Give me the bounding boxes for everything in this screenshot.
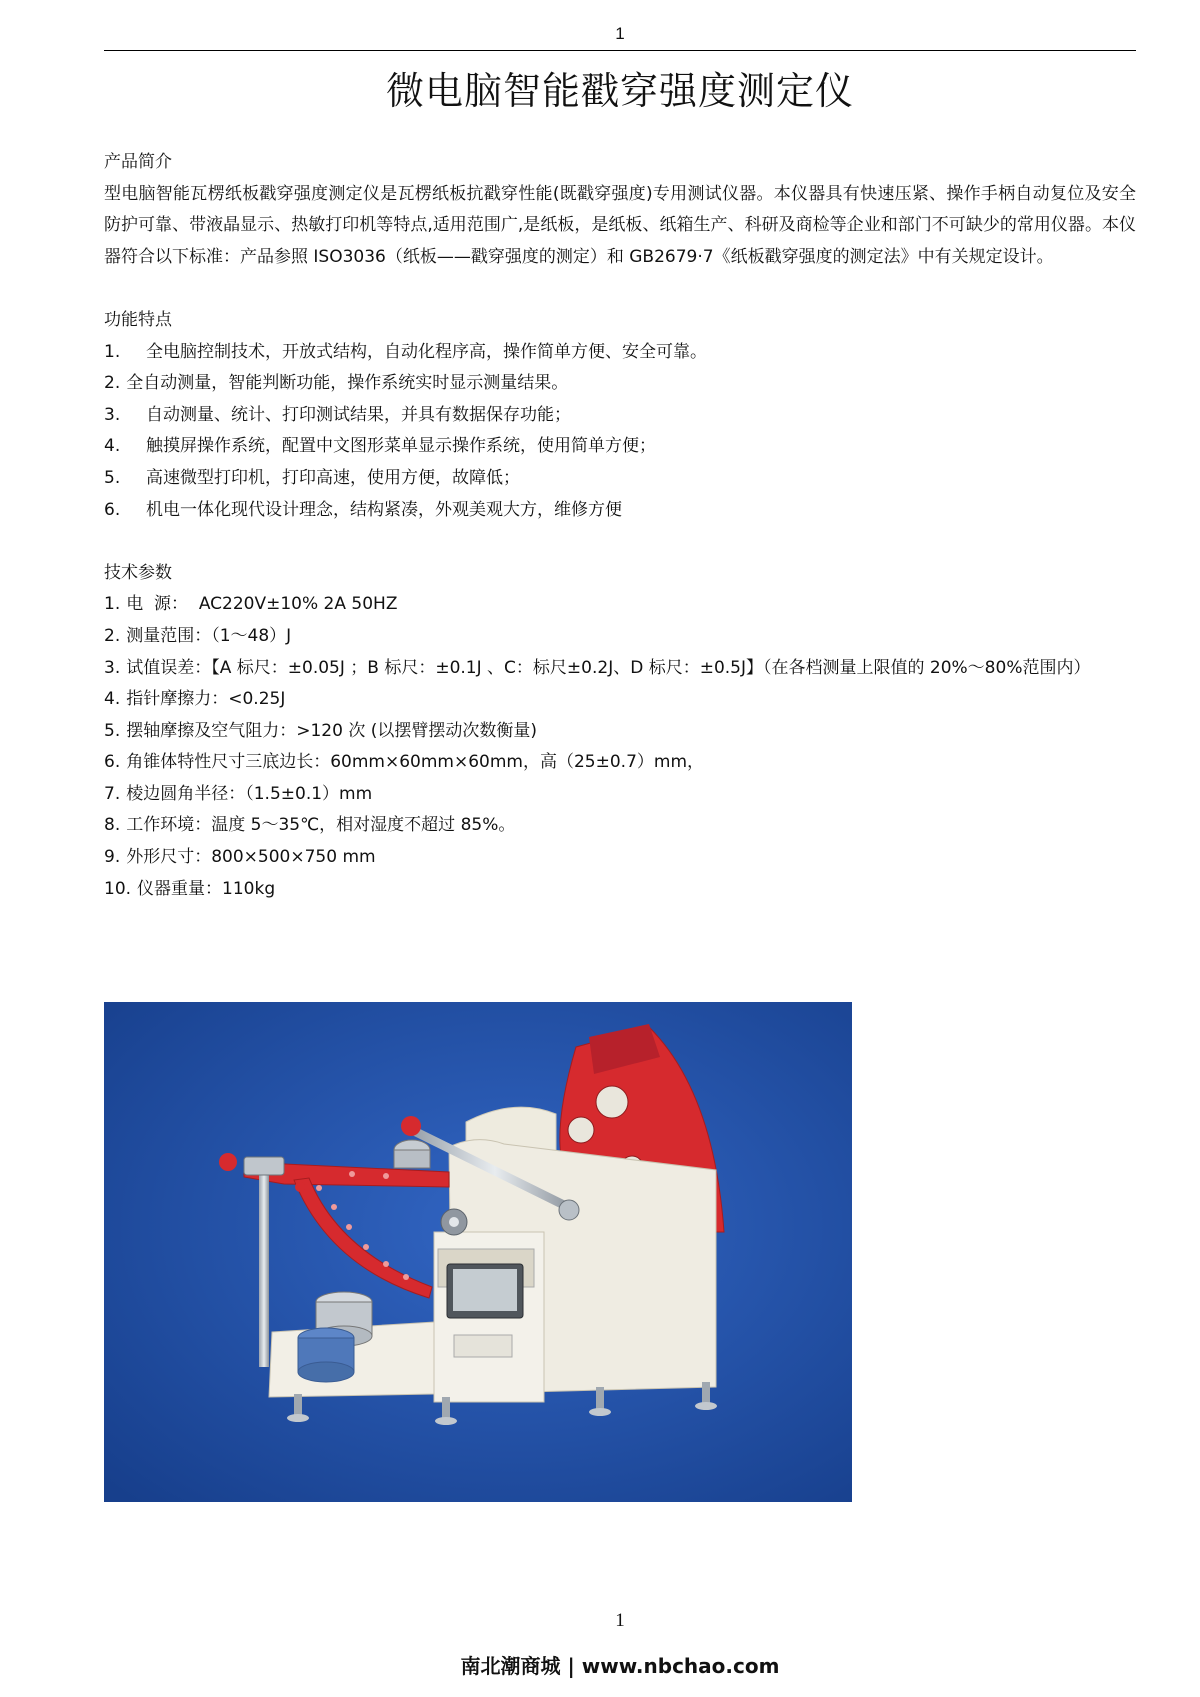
intro-heading: 产品简介 [104, 152, 172, 172]
list-item-text: 电 源： AC220V±10% 2A 50HZ [126, 594, 398, 615]
header-rule [104, 50, 1136, 51]
list-item [104, 747, 1136, 779]
puncture-tester-illustration [104, 1002, 852, 1502]
list-item-number: 6. [104, 752, 121, 773]
list-item [104, 716, 1136, 748]
list-item [104, 495, 1136, 527]
list-item-number: 2. [104, 625, 121, 646]
list-item [104, 463, 1136, 495]
site-footer: 南北潮商城 | www.nbchao.com [460, 1654, 780, 1678]
list-item-text: 棱边圆角半径：（1.5±0.1）mm [126, 783, 373, 804]
list-item-text: 触摸屏操作系统，配置中文图形菜单显示操作系统，使用简单方便； [146, 436, 656, 457]
list-item-text: 摆轴摩擦及空气阻力：>120 次 (以摆臂摆动次数衡量) [126, 720, 537, 741]
document-body [104, 147, 1136, 905]
header-page-number: 1 [615, 24, 625, 43]
list-item-number: 5. [104, 467, 121, 488]
list-item [104, 368, 1136, 400]
params-heading: 技术参数 [104, 562, 172, 583]
list-item-number: 2. [104, 373, 121, 394]
list-item-text: 全自动测量，智能判断功能，操作系统实时显示测量结果。 [126, 373, 569, 394]
spacer [104, 273, 1136, 305]
list-item [104, 589, 1136, 621]
document-title: 微电脑智能戳穿强度测定仪 [385, 69, 854, 113]
intro-paragraph: 型电脑智能瓦楞纸板戳穿强度测定仪是瓦楞纸板抗戳穿性能(既戳穿强度)专用测试仪器。本仪器具有快速压紧、操作手柄自动复位及安全防护可靠、带液晶显示、热敏打印机等特点,适用范围广,是纸板，是纸板、纸箱生产、科研及商检等企业和部门不可缺少的常用仪器。本仪器符合以下标准：产品参照 ISO3036（纸板——戳穿强度的测定）和 GB2679·7《纸板戳穿强度的测定法》中有关规定设计。 [104, 183, 1136, 267]
list-item-text: 测量范围：（1～48）J [126, 625, 292, 646]
params-list [104, 589, 1136, 905]
list-item-number: 9. [104, 847, 121, 868]
list-item [104, 684, 1136, 716]
product-photo [104, 1002, 852, 1502]
list-item-number: 8. [104, 815, 121, 836]
list-item-text: 高速微型打印机，打印高速，使用方便，故障低； [146, 467, 520, 488]
list-item-number: 5. [104, 720, 121, 741]
list-item-text: 机电一体化现代设计理念，结构紧凑，外观美观大方，维修方便 [146, 499, 622, 520]
list-item-number: 1. [104, 341, 121, 362]
list-item-number: 6. [104, 499, 121, 520]
list-item [104, 810, 1136, 842]
features-list [104, 337, 1136, 527]
list-item-number: 3. [104, 657, 121, 678]
list-item-text: 工作环境：温度 5～35℃，相对湿度不超过 85%。 [126, 815, 516, 836]
list-item [104, 400, 1136, 432]
list-item-number: 4. [104, 689, 121, 710]
list-item-text: 指针摩擦力：<0.25J [126, 689, 286, 710]
features-heading: 功能特点 [104, 309, 172, 330]
spacer [104, 526, 1136, 558]
list-item-number: 7. [104, 783, 121, 804]
footer-page-number: 1 [615, 1610, 625, 1631]
list-item [104, 653, 1136, 685]
list-item-text: 自动测量、统计、打印测试结果，并具有数据保存功能； [146, 404, 571, 425]
list-item [104, 874, 1136, 906]
list-item-number: 10. [104, 878, 132, 899]
list-item-number: 4. [104, 436, 121, 457]
list-item [104, 621, 1136, 653]
list-item-text: 试值误差：【A 标尺：±0.05J ；B 标尺：±0.1J 、C：标尺±0.2J、D 标尺：±0.5J】（在各档测量上限值的 20%～80%范围内） [126, 657, 1091, 678]
list-item [104, 779, 1136, 811]
list-item-number: 3. [104, 404, 121, 425]
list-item [104, 431, 1136, 463]
list-item-number: 1. [104, 594, 121, 615]
list-item-text: 全电脑控制技术，开放式结构，自动化程序高，操作简单方便、安全可靠。 [146, 341, 707, 362]
list-item-text: 角锥体特性尺寸三底边长：60mm×60mm×60mm，高（25±0.7）mm， [126, 752, 705, 773]
list-item [104, 337, 1136, 369]
list-item [104, 842, 1136, 874]
list-item-text: 外形尺寸：800×500×750 mm [126, 847, 376, 868]
list-item-text: 仪器重量：110kg [137, 878, 276, 899]
